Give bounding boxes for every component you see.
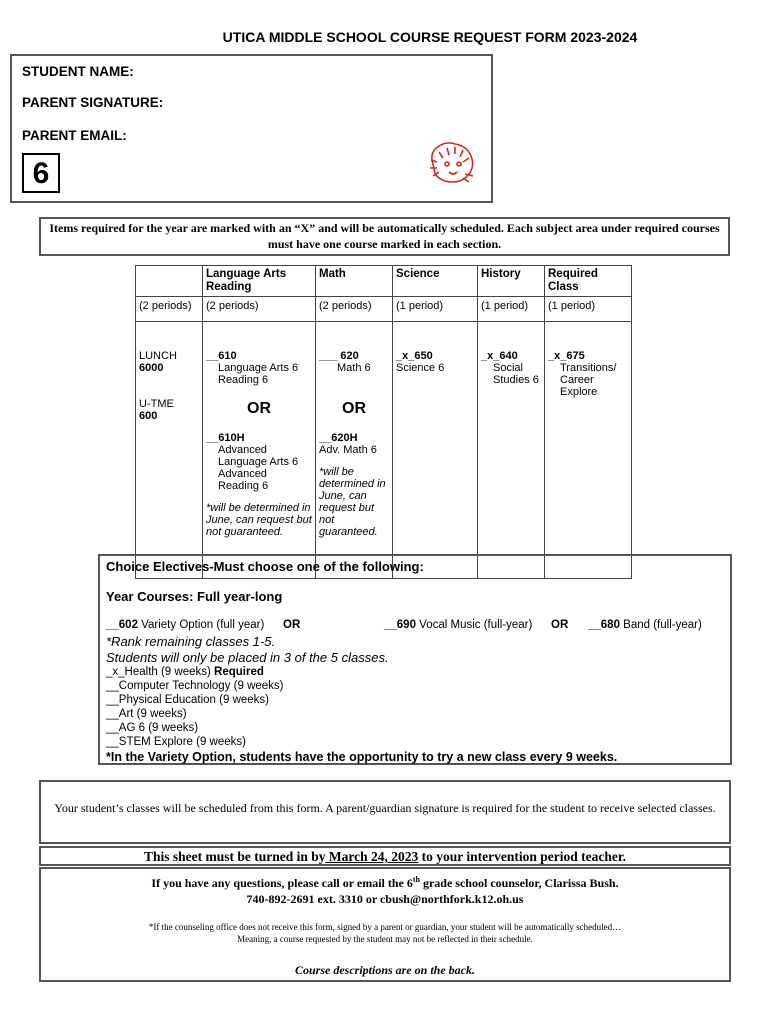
- contact-sup: th: [412, 875, 420, 884]
- la-or: OR: [247, 400, 271, 417]
- health-required: Required: [214, 666, 264, 678]
- header-language-arts: Language Arts Reading: [203, 266, 316, 297]
- required-cell: [545, 322, 632, 579]
- math-620-name: Math 6: [337, 362, 371, 374]
- periods-math: (2 periods): [316, 297, 393, 322]
- contact-line-1: [41, 872, 729, 891]
- parent-signature-label: PARENT SIGNATURE:: [22, 95, 164, 110]
- band-code: __680: [588, 619, 620, 631]
- la-note: *will be determined in June, can request but not guaranteed.: [206, 502, 312, 538]
- rank-instruction: *Rank remaining classes 1-5.: [106, 634, 276, 649]
- counselor-contact-box: [39, 867, 731, 982]
- vocal-code: __690: [384, 619, 416, 631]
- elective-item[interactable]: __Physical Education (9 weeks): [106, 694, 269, 706]
- la-610h-line3: Advanced: [218, 468, 267, 480]
- variety-code: __602: [106, 619, 138, 631]
- la-610-reading: Reading 6: [218, 374, 269, 386]
- form-title: UTICA MIDDLE SCHOOL COURSE REQUEST FORM 2023-2024: [222, 29, 638, 45]
- elective-item[interactable]: __Art (9 weeks): [106, 708, 187, 720]
- la-610-name: Language Arts 6: [218, 362, 299, 374]
- history-name: Social Studies 6: [493, 362, 539, 386]
- lunch-label: LUNCH: [139, 350, 177, 362]
- placement-note: Students will only be placed in 3 of the 5 classes.: [106, 650, 389, 665]
- math-option-620h[interactable]: __620H: [319, 432, 358, 444]
- contact-line-1a: If you have any questions, please call or email the 6: [151, 876, 413, 890]
- periods-required: (1 period): [545, 297, 632, 322]
- header-history: History: [478, 266, 545, 297]
- history-option-640[interactable]: _x_640: [481, 350, 518, 362]
- student-info-box: [10, 54, 493, 203]
- header-science: Science: [393, 266, 478, 297]
- elective-item[interactable]: __AG 6 (9 weeks): [106, 722, 199, 734]
- utime-code: 600: [139, 410, 158, 422]
- band-name: Band (full-year): [619, 619, 702, 631]
- turn-in-after: to your intervention period teacher.: [418, 849, 627, 864]
- grade-badge: 6: [22, 153, 60, 193]
- fine-print-2: Meaning, a course requested by the student may not be reflected in their schedule.: [237, 934, 533, 944]
- header-required-class: Required Class: [545, 266, 632, 297]
- course-descriptions-note: Course descriptions are on the back.: [294, 963, 475, 977]
- contact-phone-email: 740-892-2691 ext. 3310 or cbush@northfork.k12.oh.us: [246, 892, 524, 906]
- language-arts-cell: [203, 322, 316, 579]
- blank-header: [136, 266, 203, 297]
- header-math: Math: [316, 266, 393, 297]
- year-courses-heading: Year Courses: Full year-long: [106, 589, 283, 604]
- turn-in-deadline: [39, 846, 731, 866]
- la-610h-line2: Language Arts 6: [218, 456, 299, 468]
- history-cell: [478, 322, 545, 579]
- mascot-logo-icon: [425, 140, 477, 186]
- math-option-620[interactable]: ___ 620: [319, 350, 359, 362]
- science-cell: [393, 322, 478, 579]
- variety-name: Variety Option (full year): [137, 619, 265, 631]
- math-cell: [316, 322, 393, 579]
- fine-print-1: *If the counseling office does not receive this form, signed by a parent or guardian, your student will be automatically scheduled…: [148, 922, 622, 932]
- la-610h-line4: Reading 6: [218, 480, 269, 492]
- turn-in-before: This sheet must be turned in by: [143, 849, 326, 864]
- la-option-610h[interactable]: __610H: [206, 432, 245, 444]
- periods-language-arts: (2 periods): [203, 297, 316, 322]
- science-name: Science 6: [396, 362, 445, 374]
- contact-line-1b: grade school counselor, Clarissa Bush.: [419, 876, 619, 890]
- variety-option[interactable]: [106, 619, 264, 631]
- elective-item[interactable]: __STEM Explore (9 weeks): [106, 736, 246, 748]
- math-620h-name: Adv. Math 6: [319, 444, 377, 456]
- math-or: OR: [342, 400, 366, 417]
- la-610h-line1: Advanced: [218, 444, 267, 456]
- band-option[interactable]: [588, 619, 702, 631]
- elective-item[interactable]: __Computer Technology (9 weeks): [106, 680, 284, 692]
- electives-or-1: OR: [283, 619, 301, 631]
- health-label: _x_Health (9 weeks): [106, 666, 215, 678]
- required-option-675[interactable]: _x_675: [548, 350, 585, 362]
- science-option-650[interactable]: _x_650: [396, 350, 433, 362]
- course-schedule-table: [135, 265, 632, 579]
- electives-or-2: OR: [551, 619, 569, 631]
- periods-lunch: (2 periods): [136, 297, 203, 322]
- math-note: *will be determined in June, can request but not guaranteed.: [319, 466, 386, 538]
- la-option-610[interactable]: __610: [206, 350, 237, 362]
- lunch-code: 6000: [139, 362, 164, 374]
- variety-option-note: *In the Variety Option, students have the opportunity to try a new class every 9 weeks.: [106, 750, 618, 764]
- lunch-cell: [136, 322, 203, 579]
- required-name: Transitions/ Career Explore: [560, 362, 617, 398]
- vocal-music-option[interactable]: [384, 619, 532, 631]
- periods-science: (1 period): [393, 297, 478, 322]
- vocal-name: Vocal Music (full-year): [415, 619, 533, 631]
- parent-email-label: PARENT EMAIL:: [22, 128, 127, 143]
- student-name-label: STUDENT NAME:: [22, 64, 134, 79]
- choice-electives-box: [98, 554, 732, 765]
- health-item: [106, 666, 264, 678]
- electives-heading: Choice Electives-Must choose one of the following:: [106, 559, 424, 574]
- required-items-notice: Items required for the year are marked with an “X” and will be automatically scheduled. Each subject area under required courses must have one course marked in each section.: [39, 217, 730, 256]
- periods-history: (1 period): [478, 297, 545, 322]
- utime-label: U-TME: [139, 398, 174, 410]
- signature-notice: Your student’s classes will be scheduled from this form. A parent/guardian signature is required for the student to receive selected classes.: [39, 780, 731, 844]
- turn-in-date: March 24, 2023: [325, 849, 419, 864]
